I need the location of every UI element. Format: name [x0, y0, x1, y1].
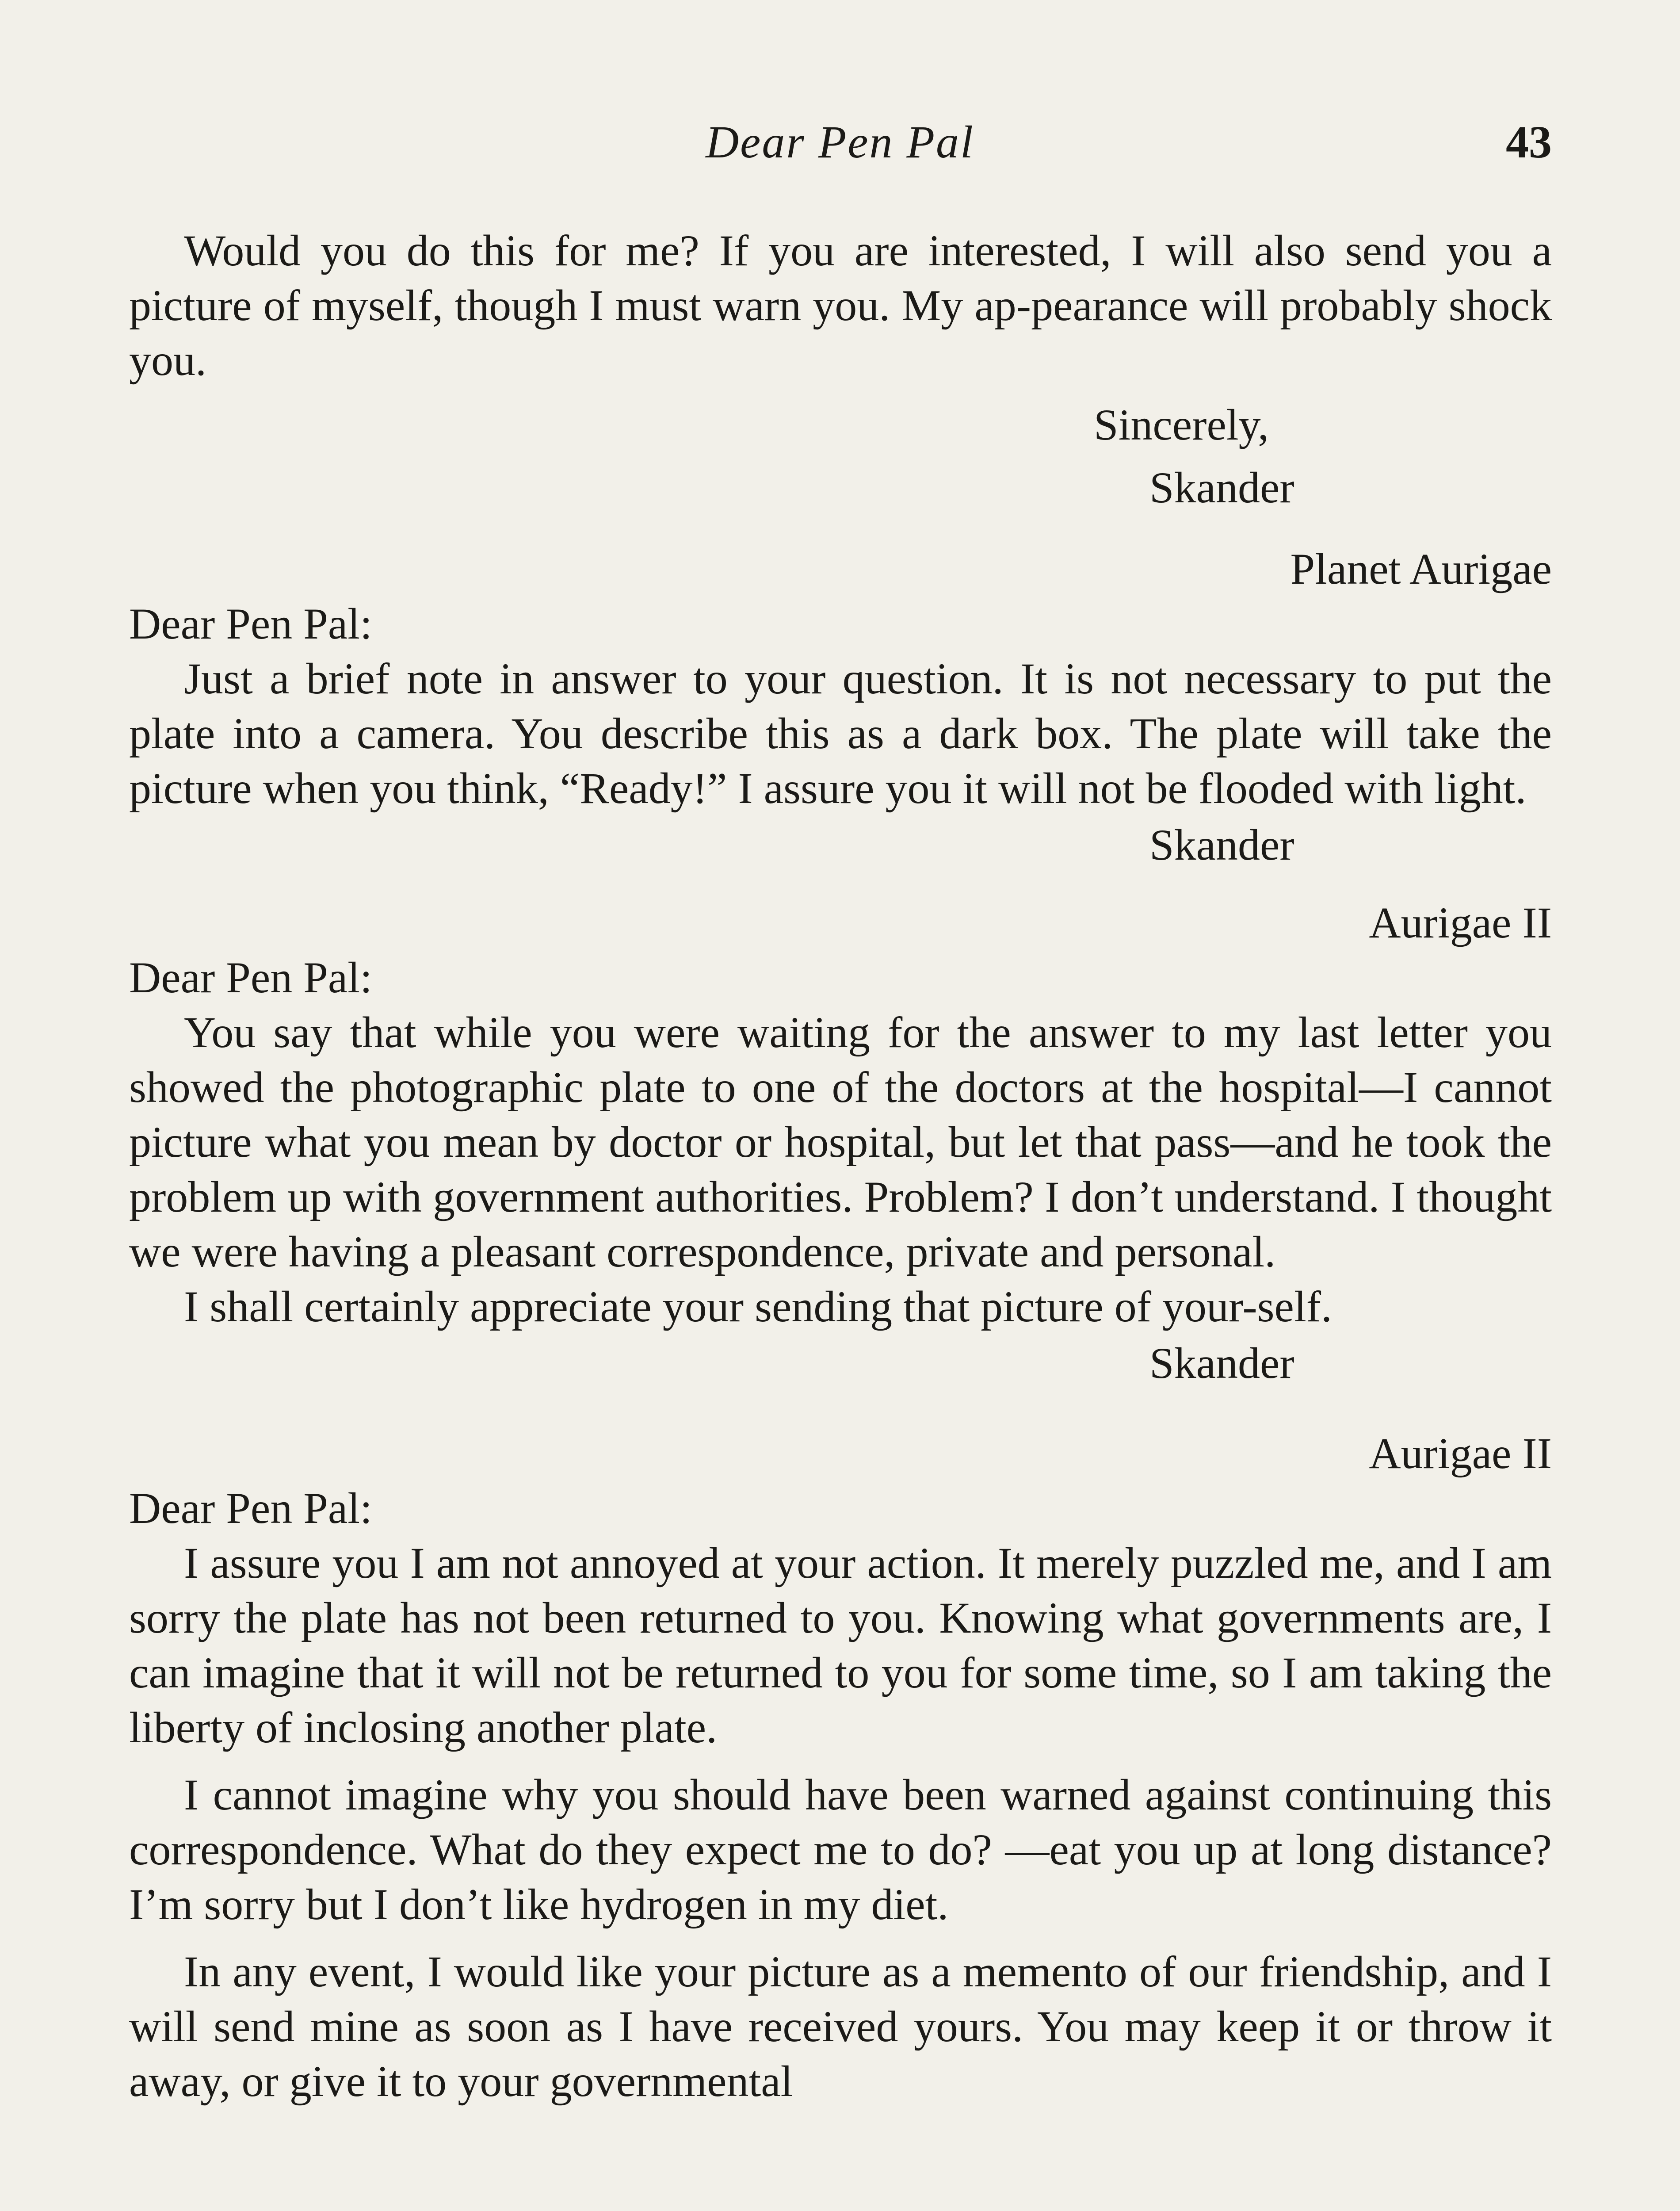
- letter-1: [129, 223, 1552, 515]
- letter-3-salutation: Dear Pen Pal:: [129, 953, 372, 1002]
- letter-3: [129, 895, 1552, 1391]
- letter-3-paragraph-2: I shall certainly appreciate your sending that picture of your-self.: [184, 1282, 1333, 1331]
- letter-4: [129, 1426, 1552, 2109]
- letter-2-paragraph-1: Just a brief note in answer to your question. It is not necessary to put the plate into a camera. You describe this as a dark box. The plate will take the picture when you think, “Ready!” I assure you it will not be flooded with light.: [129, 654, 1552, 813]
- letter-1-signature: Skander: [1149, 463, 1294, 512]
- letter-2-salutation: Dear Pen Pal:: [129, 599, 372, 648]
- letter-3-signature: Skander: [1149, 1339, 1294, 1388]
- letter-4-paragraph-2: I cannot imagine why you should have been warned against continuing this correspondence. What do they expect me to do? —eat you up at long distance? I’m sorry but I don’t like hydrogen in my diet.: [129, 1770, 1552, 1929]
- letter-3-paragraph-1: You say that while you were waiting for the answer to my last letter you showed the photographic plate to one of the doctors at the hospital—I cannot picture what you mean by doctor or hospital, but let that pass—and he took the problem up with government authorities. Problem? I don’t understand. I thought we were having a pleasant correspondence, private and personal.: [129, 1008, 1552, 1276]
- letter-4-salutation: Dear Pen Pal:: [129, 1484, 372, 1533]
- running-title: Dear Pen Pal: [706, 117, 974, 168]
- letter-3-place: Aurigae II: [1369, 898, 1552, 947]
- letter-2-signature: Skander: [1149, 820, 1294, 869]
- letter-1-closing: Sincerely,: [1094, 400, 1269, 449]
- letter-2: [129, 542, 1552, 872]
- page-body: [129, 223, 1552, 2109]
- letter-4-paragraph-1: I assure you I am not annoyed at your action. It merely puzzled me, and I am sorry the plate has not been returned to you. Knowing what governments are, I can imagine that it will not be returned to you for some time, so I am taking the liberty of inclosing another plate.: [129, 1538, 1552, 1752]
- letter-2-place: Planet Aurigae: [1290, 544, 1552, 593]
- page-number: 43: [1506, 117, 1552, 168]
- letter-1-paragraph-1: Would you do this for me? If you are interested, I will also send you a picture of myself, though I must warn you. My ap-pearance will probably shock you.: [129, 226, 1552, 385]
- letter-4-paragraph-3: In any event, I would like your picture as a memento of our friendship, and I will send mine as soon as I have received yours. You may keep it or throw it away, or give it to your governmental: [129, 1947, 1552, 2106]
- letter-4-place: Aurigae II: [1369, 1429, 1552, 1478]
